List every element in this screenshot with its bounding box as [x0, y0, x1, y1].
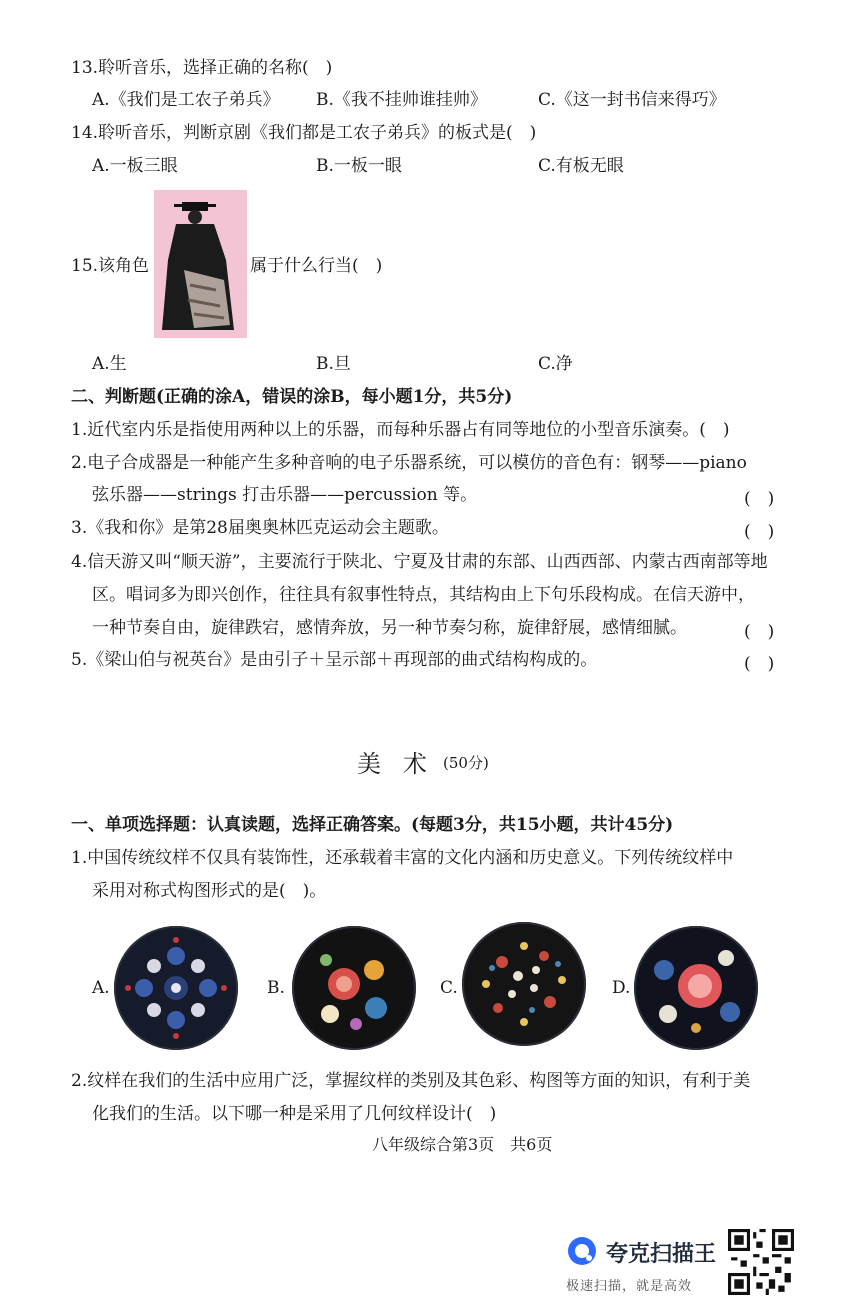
q13-option-a: A.《我们是工农子弟兵》 [92, 90, 280, 110]
q14-option-b: B.一板一眼 [316, 156, 402, 176]
q15-option-b: B.旦 [316, 354, 351, 374]
watermark-app-name: 夸克扫描王 [606, 1242, 717, 1267]
judge-item-4-line2: 区。唱词多为即兴创作，往往具有叙事性特点，其结构由上下句乐段构成。在信天游中， [92, 585, 755, 605]
judge-item-1: 1.近代室内乐是指使用两种以上的乐器，而每种乐器占有同等地位的小型音乐演奏。( ) [71, 420, 730, 440]
q14-option-c: C.有板无眼 [538, 156, 624, 176]
q14-option-a: A.一板三眼 [92, 156, 178, 176]
judge-item-3: 3.《我和你》是第28届奥奥林匹克运动会主题歌。 [71, 518, 449, 538]
pattern-a-image [114, 926, 238, 1050]
pattern-label-d: D. [612, 978, 631, 998]
qr-code-icon [728, 1229, 794, 1295]
art-section-score: (50分) [443, 754, 489, 772]
q15-stem-after: 属于什么行当( ) [250, 256, 383, 276]
page-footer: 八年级综合第3页 共6页 [372, 1135, 553, 1154]
opera-character-image [154, 190, 247, 338]
quark-logo-icon [566, 1235, 598, 1267]
judge-item-2-line1: 2.电子合成器是一种能产生多种音响的电子乐器系统，可以模仿的音色有：钢琴——piano [71, 453, 747, 473]
section2-heading: 二、判断题(正确的涂A，错误的涂B，每小题1分，共5分) [71, 387, 513, 407]
q13-option-b: B.《我不挂帅谁挂帅》 [316, 90, 487, 110]
q15-option-a: A.生 [92, 354, 127, 374]
judge-item-3-paren: ( ) [744, 522, 775, 542]
art-q1-line2: 采用对称式构图形式的是( )。 [92, 881, 327, 901]
judge-item-5: 5.《梁山伯与祝英台》是由引子＋呈示部＋再现部的曲式结构构成的。 [71, 650, 598, 670]
pattern-label-c: C. [440, 978, 458, 998]
pattern-b-image [292, 926, 416, 1050]
judge-item-2-line2: 弦乐器——strings 打击乐器——percussion 等。 [92, 485, 478, 505]
q13-stem: 13.聆听音乐，选择正确的名称( ) [71, 58, 333, 78]
pattern-label-a: A. [92, 978, 110, 998]
judge-item-5-paren: ( ) [744, 654, 775, 674]
q15-option-c: C.净 [538, 354, 573, 374]
art-section1-heading: 一、单项选择题：认真读题，选择正确答案。(每题3分，共15小题，共计45分) [71, 815, 674, 835]
art-q2-line1: 2.纹样在我们的生活中应用广泛，掌握纹样的类别及其色彩、构图等方面的知识，有利于美 [71, 1071, 751, 1091]
pattern-label-b: B. [267, 978, 285, 998]
pattern-d-image [634, 926, 758, 1050]
q14-stem: 14.聆听音乐，判断京剧《我们都是工农子弟兵》的板式是( ) [71, 123, 537, 143]
judge-item-4-paren: ( ) [744, 622, 775, 642]
q13-option-c: C.《这一封书信来得巧》 [538, 90, 726, 110]
judge-item-2-paren: ( ) [744, 489, 775, 509]
art-q2-line2: 化我们的生活。以下哪一种是采用了几何纹样设计( ) [92, 1104, 497, 1124]
pattern-c-image [462, 922, 586, 1046]
scanner-watermark [566, 1235, 726, 1295]
judge-item-4-line1: 4.信天游又叫“顺天游”，主要流行于陕北、宁夏及甘肃的东部、山西西部、内蒙古西南部等地 [71, 552, 768, 572]
judge-item-4-line3: 一种节奏自由，旋律跌宕，感情奔放，另一种节奏匀称，旋律舒展，感情细腻。 [92, 618, 687, 638]
watermark-slogan: 极速扫描，就是高效 [566, 1279, 693, 1294]
art-section-title: 美术 [357, 750, 449, 778]
q15-stem-before: 15.该角色 [71, 256, 150, 276]
art-q1-line1: 1.中国传统纹样不仅具有装饰性，还承载着丰富的文化内涵和历史意义。下列传统纹样中 [71, 848, 734, 868]
